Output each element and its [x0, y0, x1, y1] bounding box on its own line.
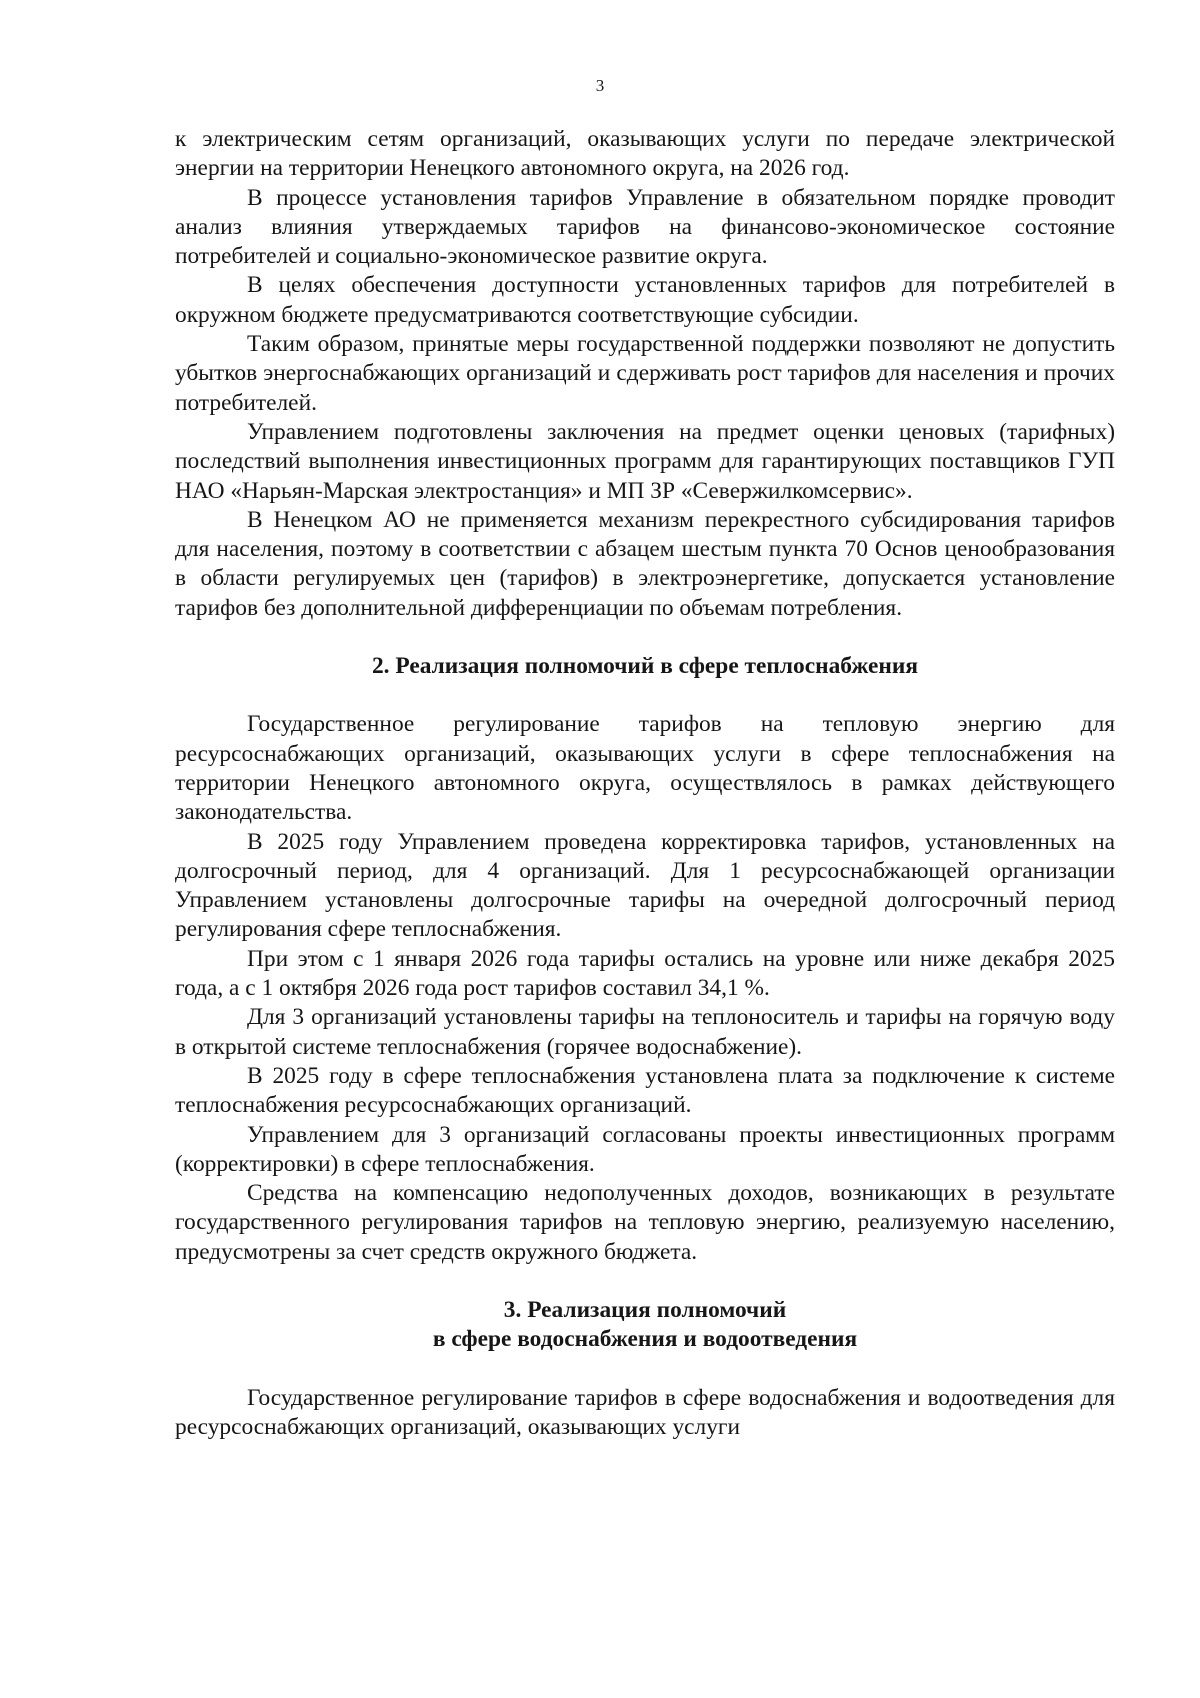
document-body [175, 125, 1115, 1442]
paragraph: При этом с 1 января 2026 года тарифы остались на уровне или ниже декабря 2025 года, а с 1 октября 2026 года рост тарифов составил 34,1 %. [175, 945, 1115, 1002]
paragraph: В процессе установления тарифов Управление в обязательном порядке проводит анализ влияния утверждаемых тарифов на финансово-экономическое состояние потребителей и социально-экономическое развитие округа. [175, 184, 1115, 270]
paragraph-intro-continuation: к электрическим сетям организаций, оказывающих услуги по передаче электрической энергии на территории Ненецкого автономного округа, на 2026 год. [175, 126, 1115, 182]
paragraph: В 2025 году в сфере теплоснабжения установлена плата за подключение к системе теплоснабжения ресурсоснабжающих организаций. [175, 1062, 1115, 1119]
paragraph: Управлением подготовлены заключения на предмет оценки ценовых (тарифных) последствий выполнения инвестиционных программ для гарантирующих поставщиков ГУП НАО «Нарьян-Марская электростанция» и МП ЗР «Севержилкомсервис». [175, 418, 1115, 504]
paragraph: В целях обеспечения доступности установленных тарифов для потребителей в окружном бюджете предусматриваются соответствующие субсидии. [175, 272, 1115, 328]
paragraph: В Ненецком АО не применяется механизм перекрестного субсидирования тарифов для населения, поэтому в соответствии с абзацем шестым пункта 70 Основ ценообразования в области регулируемых цен (тарифов) в электроэнергетике, допускается установление тарифов без дополнительной дифференциации по объемам потребления. [175, 506, 1115, 621]
paragraph: Управлением для 3 организаций согласованы проекты инвестиционных программ (корректировки) в сфере теплоснабжения. [175, 1121, 1115, 1177]
section-2-heading: 2. Реализация полномочий в сфере теплоснабжения [371, 653, 919, 680]
paragraph: Государственное регулирование тарифов на тепловую энергию для ресурсоснабжающих организаций, оказывающих услуги в сфере теплоснабжения на территории Ненецкого автономного округа, осуществлялось в рамках действующего законодательства. [175, 711, 1115, 826]
paragraph: Средства на компенсацию недополученных доходов, возникающих в результате государственного регулирования тарифов на тепловую энергию, реализуемую населению, предусмотрены за счет средств окружного бюджета. [175, 1180, 1115, 1265]
page-number: 3 [595, 76, 605, 95]
paragraph: Государственное регулирование тарифов в сфере водоснабжения и водоотведения для ресурсоснабжающих организаций, оказывающих услуги [175, 1384, 1115, 1440]
paragraph: Для 3 организаций установлены тарифы на теплоноситель и тарифы на горячую воду в открытой системе теплоснабжения (горячее водоснабжение). [175, 1004, 1115, 1060]
paragraph: Таким образом, принятые меры государственной поддержки позволяют не допустить убытков энергоснабжающих организаций и сдерживать рост тарифов для населения и прочих потребителей. [175, 331, 1115, 416]
section-3-heading-line-1: 3. Реализация полномочий [503, 1296, 787, 1323]
section-3-heading-line-2: в сфере водоснабжения и водоотведения [432, 1326, 858, 1353]
paragraph: В 2025 году Управлением проведена корректировка тарифов, установленных на долгосрочный период, для 4 организаций. Для 1 ресурсоснабжающей организации Управлением установлены долгосрочные тарифы на очередной долгосрочный период регулирования сфере теплоснабжения. [175, 828, 1115, 943]
